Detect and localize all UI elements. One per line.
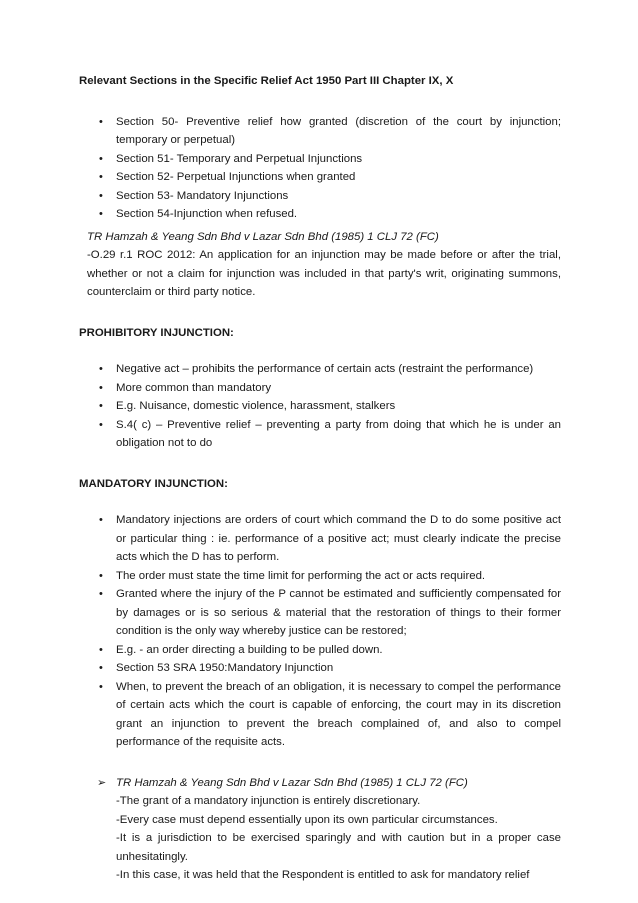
sections-list <box>79 113 561 224</box>
case-title: TR Hamzah & Yeang Sdn Bhd v Lazar Sdn Bhd (1985) 1 CLJ 72 (FC) <box>116 776 468 789</box>
list-item: • The order must state the time limit for performing the act or acts required. <box>79 567 561 586</box>
bullet-icon: • <box>99 662 103 674</box>
bullet-icon: • <box>99 400 103 412</box>
list-item: • Section 53 SRA 1950:Mandatory Injunction <box>79 659 561 678</box>
case-line: -In this case, it was held that the Respondent is entitled to ask for mandatory relief <box>116 869 530 881</box>
prohibitory-list <box>79 360 561 453</box>
list-item: • S.4( c) – Preventive relief – preventing a party from doing that which he is under an obligation not to do <box>79 416 561 453</box>
list-item: • More common than mandatory <box>79 379 561 398</box>
list-item: • Granted where the injury of the P cannot be estimated and sufficiently compensated for by damages or is so serious & material that the restoration of things to their former condition is the only way whereby justice can be restored; <box>79 585 561 641</box>
bullet-icon: • <box>99 588 103 600</box>
case-title: TR Hamzah & Yeang Sdn Bhd v Lazar Sdn Bhd (1985) 1 CLJ 72 (FC) <box>87 230 439 243</box>
list-item: • Negative act – prohibits the performance of certain acts (restraint the performance) <box>79 360 561 379</box>
list-item <box>79 774 561 885</box>
bullet-icon: • <box>99 171 103 183</box>
case-citation-2 <box>79 774 561 885</box>
arrow-bullet-icon: ➢ <box>97 776 107 789</box>
mandatory-heading: MANDATORY INJUNCTION: <box>79 477 228 490</box>
document-page <box>79 72 561 885</box>
bullet-icon: • <box>99 381 103 394</box>
case-citation-1 <box>79 228 561 302</box>
bullet-icon: • <box>99 208 103 220</box>
bullet-icon: • <box>99 569 103 582</box>
case-line: -It is a jurisdiction to be exercised sparingly and with caution but in a proper case unhesitatingly. <box>116 832 561 863</box>
list-item: • E.g. Nuisance, domestic violence, harassment, stalkers <box>79 397 561 416</box>
list-item: • Section 52- Perpetual Injunctions when granted <box>79 168 561 187</box>
list-item: • Section 51- Temporary and Perpetual Injunctions <box>79 150 561 169</box>
bullet-icon: • <box>99 643 103 656</box>
bullet-icon: • <box>99 514 103 526</box>
mandatory-list <box>79 511 561 752</box>
prohibitory-heading: PROHIBITORY INJUNCTION: <box>79 326 234 339</box>
list-item: • E.g. - an order directing a building to be pulled down. <box>79 641 561 660</box>
list-item: • Section 53- Mandatory Injunctions <box>79 187 561 206</box>
list-item: • Section 54-Injunction when refused. <box>79 205 561 224</box>
bullet-icon: • <box>99 115 103 128</box>
sections-heading: Relevant Sections in the Specific Relief Act 1950 Part III Chapter IX, X <box>79 75 454 87</box>
case-line: -The grant of a mandatory injunction is entirely discretionary. <box>116 795 421 807</box>
bullet-icon: • <box>99 418 103 431</box>
bullet-icon: • <box>99 152 103 165</box>
list-item: • Mandatory injections are orders of court which command the D to do some positive act or particular thing : ie. performance of a positive act; must clearly indicate the precise acts which the D has to perform. <box>79 511 561 567</box>
list-item: • When, to prevent the breach of an obligation, it is necessary to compel the performance of certain acts which the court is capable of enforcing, the court may in its discretion grant an injunction to prevent the breach complained of, and also to compel performance of the requisite acts. <box>79 678 561 752</box>
case-line: -Every case must depend essentially upon its own particular circumstances. <box>116 813 498 826</box>
bullet-icon: • <box>99 363 103 375</box>
bullet-icon: • <box>99 680 103 693</box>
bullet-icon: • <box>99 189 103 202</box>
case-text: -O.29 r.1 ROC 2012: An application for an injunction may be made before or after the trial, whether or not a claim for injunction was included in that party's writ, originating summons, counterclaim or third party notice. <box>87 249 561 298</box>
list-item: • Section 50- Preventive relief how granted (discretion of the court by injunction; temporary or perpetual) <box>79 113 561 150</box>
